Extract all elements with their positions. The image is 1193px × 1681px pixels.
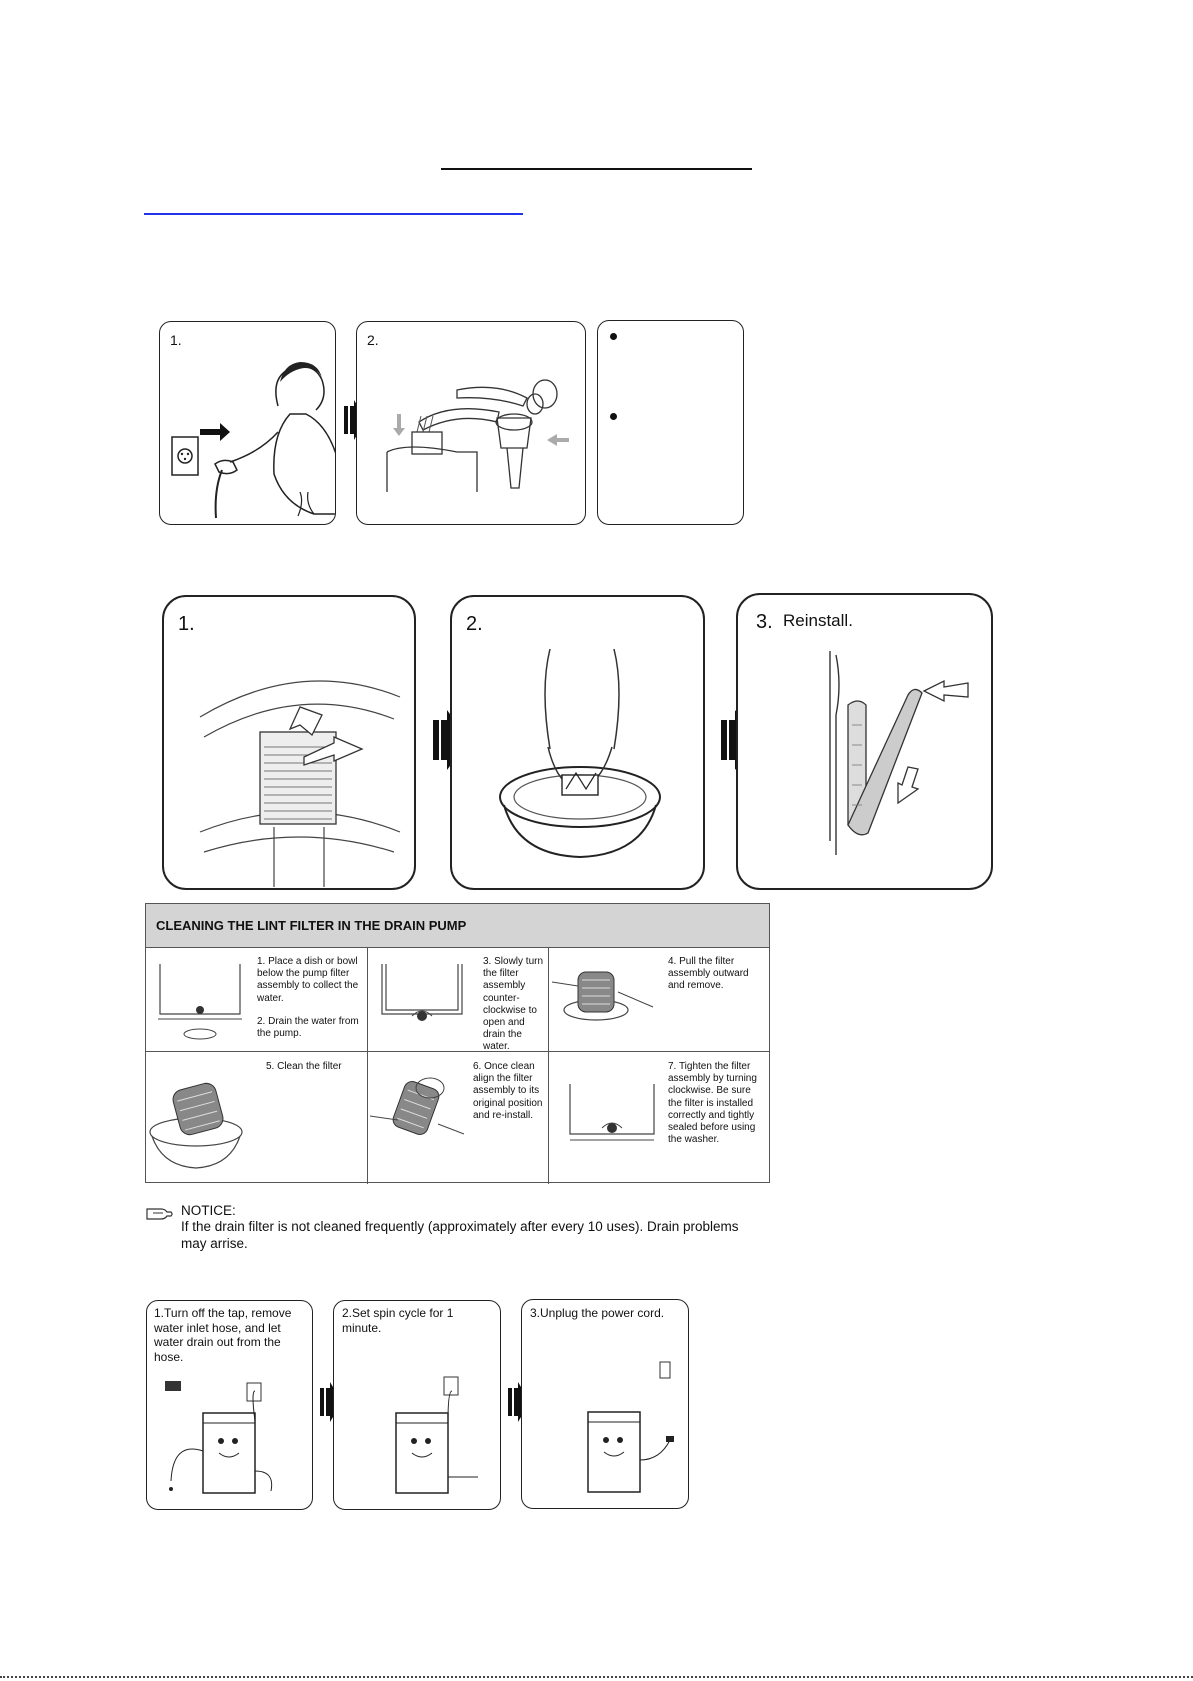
- step-6-text: 6. Once clean align the filter assembly to its original position and re-install.: [473, 1061, 543, 1121]
- bullet-icon: [610, 413, 617, 420]
- step-2-text: 2.Set spin cycle for 1 minute.: [342, 1306, 454, 1335]
- step-3-text: 3.Unplug the power cord.: [530, 1306, 665, 1320]
- step-number: 1.: [170, 332, 182, 348]
- step-number: 2.: [367, 332, 379, 348]
- section-a-notes-panel: [597, 320, 744, 525]
- step-3-text: 3. Slowly turn the filter assembly counter-clockwise to open and drain the water.: [483, 956, 544, 1053]
- lint-filter-table: [145, 903, 770, 1183]
- bullet-icon: [610, 333, 617, 340]
- wash-filter-illustration: [452, 597, 705, 890]
- notice-text: If the drain filter is not cleaned frequently (approximately after every 10 uses). Drain problems may arrise.: [181, 1219, 739, 1251]
- unplug-illustration: [160, 322, 336, 525]
- pull-filter-illustration: [548, 952, 658, 1047]
- unplug-washer-illustration: [522, 1300, 689, 1509]
- step-number: 3.: [756, 611, 773, 633]
- heading-underline: [441, 168, 752, 170]
- step-7-text: 7. Tighten the filter assembly by turning clockwise. Be sure the filter is installed correctly and tightly sealed before using the washer.: [668, 1061, 757, 1146]
- step-number: 2.: [466, 613, 483, 635]
- section-b-step3-panel: [736, 593, 993, 890]
- step-1-text: 1. Place a dish or bowl below the pump filter assembly to collect the water.: [257, 956, 359, 1004]
- section-b-step1-panel: [162, 595, 416, 890]
- section-c-step2-panel: [333, 1300, 501, 1510]
- spin-cycle-illustration: [334, 1301, 501, 1510]
- section-c-step3-panel: [521, 1299, 689, 1509]
- step-2-text: 2. Drain the water from the pump.: [257, 1016, 359, 1040]
- table-divider: [146, 1051, 769, 1052]
- turn-filter-illustration: [372, 964, 472, 1044]
- section-b-step2-panel: [450, 595, 705, 890]
- table-title: CLEANING THE LINT FILTER IN THE DRAIN PUMP: [156, 918, 467, 933]
- step-1-text: 1.Turn off the tap, remove water inlet hose, and let water drain out from the hose.: [154, 1306, 292, 1364]
- filter-brush-illustration: [357, 322, 586, 525]
- notice-title: NOTICE:: [181, 1203, 236, 1218]
- step-label: Reinstall.: [783, 611, 853, 630]
- tighten-filter-illustration: [558, 1084, 668, 1174]
- link-underline[interactable]: [144, 213, 523, 215]
- section-a-step1-panel: [159, 321, 336, 525]
- washer-dish-illustration: [150, 964, 250, 1044]
- step-5-text: 5. Clean the filter: [266, 1061, 342, 1072]
- clean-filter-illustration: [146, 1064, 256, 1174]
- table-header: [146, 904, 769, 948]
- lint-filter-remove-illustration: [164, 597, 416, 890]
- align-filter-illustration: [368, 1064, 468, 1164]
- section-c-step1-panel: [146, 1300, 313, 1510]
- drain-hose-illustration: [147, 1301, 313, 1510]
- section-a-step2-panel: [356, 321, 586, 525]
- reinstall-filter-illustration: [738, 595, 993, 890]
- bottom-dotted-rule: [0, 1676, 1193, 1678]
- pointing-hand-icon: [145, 1205, 173, 1221]
- step-number: 1.: [178, 613, 195, 635]
- step-4-text: 4. Pull the filter assembly outward and remove.: [668, 956, 749, 992]
